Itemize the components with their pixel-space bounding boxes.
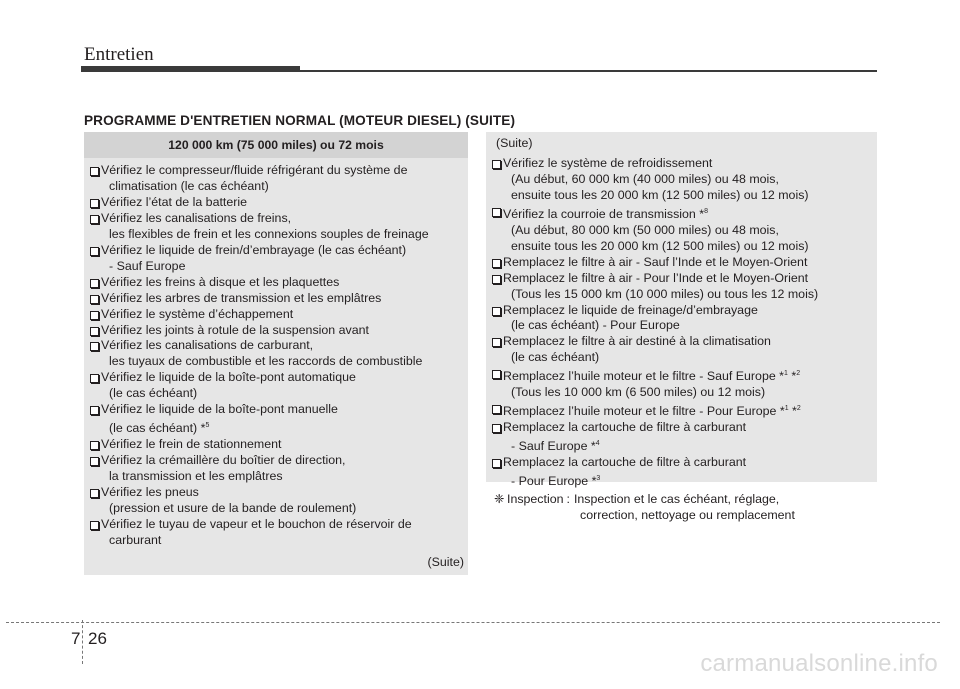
footer-dashed-rule (6, 622, 940, 623)
checkbox-icon (492, 259, 501, 268)
checklist-item-text: Vérifiez le tuyau de vapeur et le bouchon de réservoir de (101, 516, 412, 531)
checklist-item (486, 204, 875, 255)
page-number: 26 (88, 629, 107, 648)
checkbox-icon (90, 441, 99, 450)
checkbox-icon (90, 199, 99, 208)
chapter-title: Entretien (84, 44, 154, 65)
checklist-item-text: Remplacez le liquide de freinage/d’embrayage (503, 302, 758, 317)
checklist-item-text: Vérifiez la crémaillère du boîtier de direction, (101, 453, 346, 468)
checklist-item-text: Remplacez le filtre à air destiné à la climatisation (503, 334, 771, 349)
checklist-item-text: ensuite tous les 20 000 km (12 500 miles) ou 12 mois) (511, 187, 809, 202)
chapter-number: 7 (71, 629, 81, 648)
checklist-item (84, 323, 466, 339)
checklist-item-text: Remplacez le filtre à air - Sauf l’Inde et le Moyen-Orient (503, 254, 808, 269)
checklist-item-text: Vérifiez le système d’échappement (101, 306, 294, 321)
checklist-item-text: Vérifiez l’état de la batterie (101, 194, 248, 209)
checklist-item-text: Vérifiez les canalisations de carburant, (101, 338, 314, 353)
checklist-item-text: ensuite tous les 20 000 km (12 500 miles) ou 12 mois) (511, 238, 809, 253)
checklist-item (486, 255, 875, 271)
checkbox-icon (90, 521, 99, 530)
checklist-item (84, 485, 466, 517)
checklist-item-text: Vérifiez le liquide de frein/d’embrayage (le cas échéant) (101, 242, 407, 257)
checklist-item-text: Vérifiez les arbres de transmission et les emplâtres (101, 290, 382, 305)
checkbox-icon (90, 215, 99, 224)
checklist-item-text: Vérifiez le frein de stationnement (101, 437, 282, 452)
section-title: PROGRAMME D'ENTRETIEN NORMAL (MOTEUR DIESEL) (SUITE) (84, 113, 516, 128)
checklist-item-text: Remplacez l’huile moteur et le filtre - Pour Europe *$^1$ *$^2$ (503, 404, 801, 419)
checklist-item (84, 307, 466, 323)
checklist-item-text: (le cas échéant) - Pour Europe (511, 318, 680, 333)
note-definition-line1: Inspection et le cas échéant, réglage, (573, 492, 780, 506)
checklist-item-text: (Au début, 80 000 km (50 000 miles) ou 48 mois, (511, 222, 779, 237)
checklist-item (84, 211, 466, 243)
checkbox-icon (90, 327, 99, 336)
checkbox-icon (90, 167, 99, 176)
checkbox-icon (90, 457, 99, 466)
checklist-item (84, 163, 466, 195)
watermark: carmanualsonline.info (700, 650, 938, 677)
checklist-item (486, 156, 875, 204)
checklist-item-text: (Tous les 10 000 km (6 500 miles) ou 12 mois) (511, 385, 766, 400)
checklist-item-text: Remplacez la cartouche de filtre à carburant (503, 455, 747, 470)
checkbox-icon (492, 370, 501, 379)
right-checklist (486, 136, 875, 490)
checkbox-icon (492, 424, 501, 433)
checklist-item (486, 366, 875, 401)
checklist-item-text: carburant (109, 532, 162, 547)
checklist-item-text: Remplacez la cartouche de filtre à carburant (503, 420, 747, 435)
checklist-item-text: Vérifiez le système de refroidissement (503, 155, 713, 170)
checkbox-icon (492, 208, 501, 217)
checklist-item-text: les tuyaux de combustible et les raccords de combustible (109, 354, 423, 369)
checkbox-icon (492, 338, 501, 347)
checkbox-icon (90, 247, 99, 256)
checklist-item (84, 370, 466, 402)
note-term: Inspection (507, 492, 564, 506)
checkbox-icon (90, 295, 99, 304)
note-definition-line2: correction, nettoyage ou remplacement (580, 508, 795, 522)
checkbox-icon (492, 275, 501, 284)
checklist-item (84, 437, 466, 453)
checklist-item (486, 271, 875, 303)
left-panel-heading: 120 000 km (75 000 miles) ou 72 mois (84, 132, 468, 158)
checklist-item-text: Vérifiez le liquide de la boîte-pont automatique (101, 370, 356, 385)
checklist-item-text: (le cas échéant) *$^5$ (109, 421, 210, 436)
footer-dashed-divider (82, 620, 83, 664)
checklist-item-text: (le cas échéant) (109, 386, 198, 401)
checklist-item (486, 303, 875, 335)
inspection-note (494, 491, 875, 523)
continued-label: (Suite) (496, 136, 533, 150)
checkbox-icon (90, 406, 99, 415)
checklist-item-text: Vérifiez les canalisations de freins, (101, 210, 292, 225)
checklist-item-text: Vérifiez la courroie de transmission *$^8$ (503, 206, 709, 221)
checkbox-icon (90, 489, 99, 498)
checklist-item (486, 420, 875, 455)
note-mark-icon: ❈ (494, 492, 505, 506)
checklist-item (486, 334, 875, 366)
checklist-item-text: Remplacez l’huile moteur et le filtre - Sauf Europe *$^1$ *$^2$ (503, 369, 801, 384)
checklist-item-text: Vérifiez le compresseur/fluide réfrigérant du système de (101, 163, 408, 177)
checklist-item-text: Vérifiez les joints à rotule de la suspension avant (101, 322, 369, 337)
checklist-item-text: Vérifiez les freins à disque et les plaquettes (101, 274, 340, 289)
checklist-item (486, 455, 875, 490)
checklist-item-text: climatisation (le cas échéant) (109, 178, 269, 193)
checklist-item-text: les flexibles de frein et les connexions souples de freinage (109, 226, 429, 241)
checkbox-icon (90, 279, 99, 288)
checklist-item (84, 402, 466, 437)
checklist-item-text: (Tous les 15 000 km (10 000 miles) ou tous les 12 mois) (511, 286, 819, 301)
checklist-item (84, 243, 466, 275)
checklist-item-text: (Au début, 60 000 km (40 000 miles) ou 48 mois, (511, 171, 779, 186)
checkbox-icon (492, 459, 501, 468)
checklist-item (84, 291, 466, 307)
checklist-item-text: - Sauf Europe *$^4$ (511, 439, 600, 454)
checklist-item (486, 401, 875, 420)
checklist-item-text: (le cas échéant) (511, 350, 600, 365)
checkbox-icon (492, 160, 501, 169)
continued-label: (Suite) (427, 554, 464, 569)
checkbox-icon (90, 311, 99, 320)
checklist-item (84, 195, 466, 211)
checkbox-icon (90, 374, 99, 383)
checklist-item-text: Remplacez le filtre à air - Pour l’Inde et le Moyen-Orient (503, 270, 809, 285)
note-separator: : (566, 492, 570, 506)
checklist-item (84, 275, 466, 291)
checklist-item (84, 338, 466, 370)
checklist-item (84, 517, 466, 549)
checklist-item-text: - Pour Europe *$^3$ (511, 474, 601, 489)
header-rule-thick (81, 66, 300, 72)
checklist-item-text: Vérifiez le liquide de la boîte-pont manuelle (101, 402, 338, 417)
checklist-item-text: Vérifiez les pneus (101, 485, 199, 500)
checklist-item-text: la transmission et les emplâtres (109, 469, 283, 484)
checklist-item-text: - Sauf Europe (109, 258, 186, 273)
checkbox-icon (492, 307, 501, 316)
checkbox-icon (90, 342, 99, 351)
checklist-item (84, 453, 466, 485)
checkbox-icon (492, 405, 501, 414)
header-rule-thin (300, 70, 877, 72)
checklist-item-text: (pression et usure de la bande de roulement) (109, 501, 357, 516)
left-checklist (84, 163, 466, 571)
